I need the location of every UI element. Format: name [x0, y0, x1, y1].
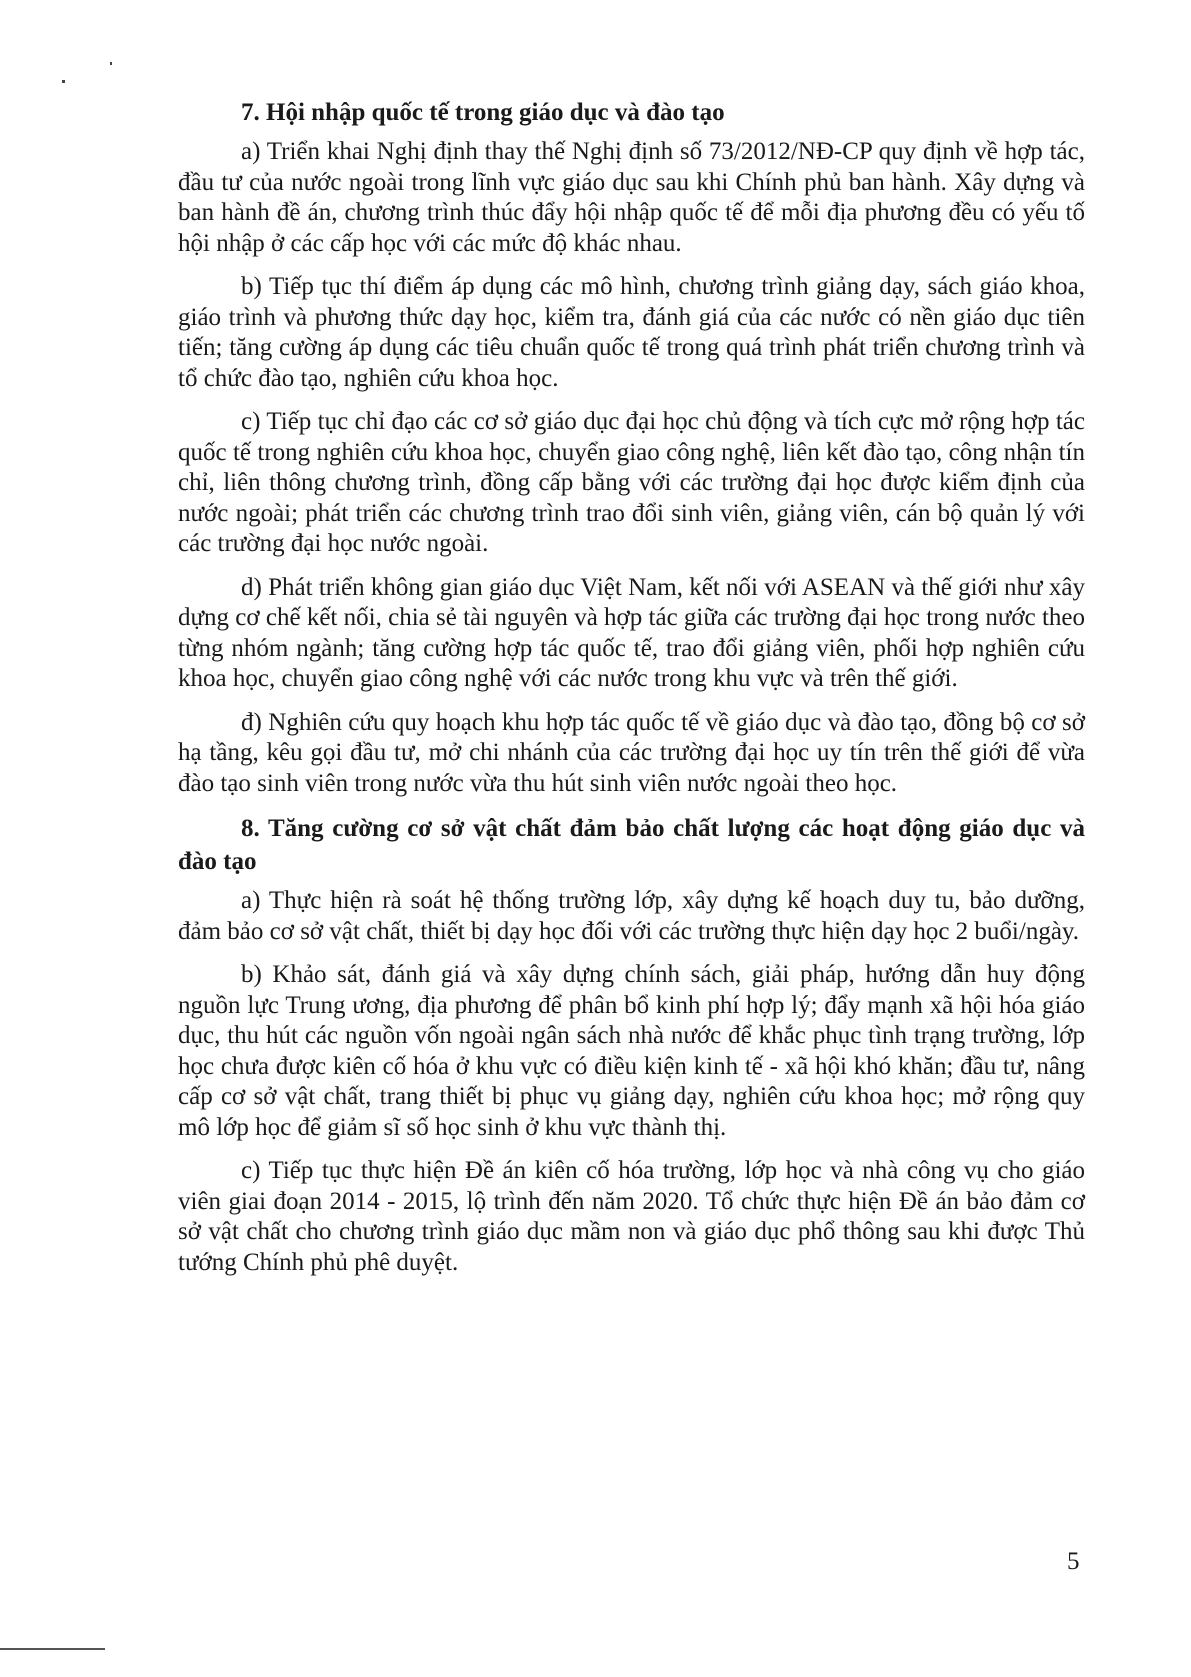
section-8-paragraph-a: a) Thực hiện rà soát hệ thống trường lớp, xây dựng kế hoạch duy tu, bảo dưỡng, đảm bảo cơ sở vật chất, thiết bị dạy học đối với các trường thực hiện dạy học 2 buổi/ngày. [178, 887, 1085, 945]
section-8-paragraph-b: b) Khảo sát, đánh giá và xây dựng chính sách, giải pháp, hướng dẫn huy động nguồn lực Trung ương, địa phương để phân bổ kinh phí hợp lý; đẩy mạnh xã hội hóa giáo dục, thu hút các nguồn vốn ngoài ngân sách nhà nước để khắc phục tình trạng trường, lớp học chưa được kiên cố hóa ở khu vực có điều kiện kinh tế - xã hội khó khăn; đầu tư, nâng cấp cơ sở vật chất, trang thiết bị phục vụ giảng dạy, nghiên cứu khoa học; mở rộng quy mô lớp học để giảm sĩ số học sinh ở khu vực thành thị. [178, 961, 1085, 1141]
section-7-heading: 7. Hội nhập quốc tế trong giáo dục và đào tạo [241, 99, 725, 126]
section-7-paragraph-c: c) Tiếp tục chỉ đạo các cơ sở giáo dục đại học chủ động và tích cực mở rộng hợp tác quốc tế trong nghiên cứu khoa học, chuyển giao công nghệ, liên kết đào tạo, công nhận tín chỉ, liên thông chương trình, đồng cấp bằng với các trường đại học được kiểm định của nước ngoài; phát triển các chương trình trao đổi sinh viên, giảng viên, cán bộ quản lý với các trường đại học nước ngoài. [178, 408, 1085, 557]
document-body [178, 96, 1085, 1291]
page-number: 5 [1067, 1548, 1080, 1575]
section-7-paragraph-a: a) Triển khai Nghị định thay thế Nghị định số 73/2012/NĐ-CP quy định về hợp tác, đầu tư của nước ngoài trong lĩnh vực giáo dục sau khi Chính phủ ban hành. Xây dựng và ban hành đề án, chương trình thúc đẩy hội nhập quốc tế để mỗi địa phương đều có yếu tố hội nhập ở các cấp học với các mức độ khác nhau. [178, 138, 1085, 257]
scan-edge-line [0, 1648, 105, 1650]
scan-speck [110, 62, 112, 65]
section-8-heading: 8. Tăng cường cơ sở vật chất đảm bảo chất lượng các hoạt động giáo dục và đào tạo [178, 815, 1085, 875]
section-7-paragraph-d: d) Phát triển không gian giáo dục Việt Nam, kết nối với ASEAN và thế giới như xây dựng cơ chế kết nối, chia sẻ tài nguyên và hợp tác giữa các trường đại học trong nước theo từng nhóm ngành; tăng cường hợp tác quốc tế, trao đổi giảng viên, phối hợp nghiên cứu khoa học, chuyển giao công nghệ với các nước trong khu vực và trên thế giới. [178, 573, 1085, 692]
section-7-paragraph-dd: đ) Nghiên cứu quy hoạch khu hợp tác quốc tế về giáo dục và đào tạo, đồng bộ cơ sở hạ tầng, kêu gọi đầu tư, mở chi nhánh của các trường đại học uy tín trên thế giới để vừa đào tạo sinh viên trong nước vừa thu hút sinh viên nước ngoài theo học. [178, 708, 1085, 797]
scan-speck [62, 80, 65, 83]
section-7-paragraph-b: b) Tiếp tục thí điểm áp dụng các mô hình, chương trình giảng dạy, sách giáo khoa, giáo trình và phương thức dạy học, kiểm tra, đánh giá của các nước có nền giáo dục tiên tiến; tăng cường áp dụng các tiêu chuẩn quốc tế trong quá trình phát triển chương trình và tổ chức đào tạo, nghiên cứu khoa học. [178, 273, 1085, 392]
section-8-paragraph-c: c) Tiếp tục thực hiện Đề án kiên cố hóa trường, lớp học và nhà công vụ cho giáo viên giai đoạn 2014 - 2015, lộ trình đến năm 2020. Tổ chức thực hiện Đề án bảo đảm cơ sở vật chất cho chương trình giáo dục mầm non và giáo dục phổ thông sau khi được Thủ tướng Chính phủ phê duyệt. [178, 1157, 1085, 1276]
